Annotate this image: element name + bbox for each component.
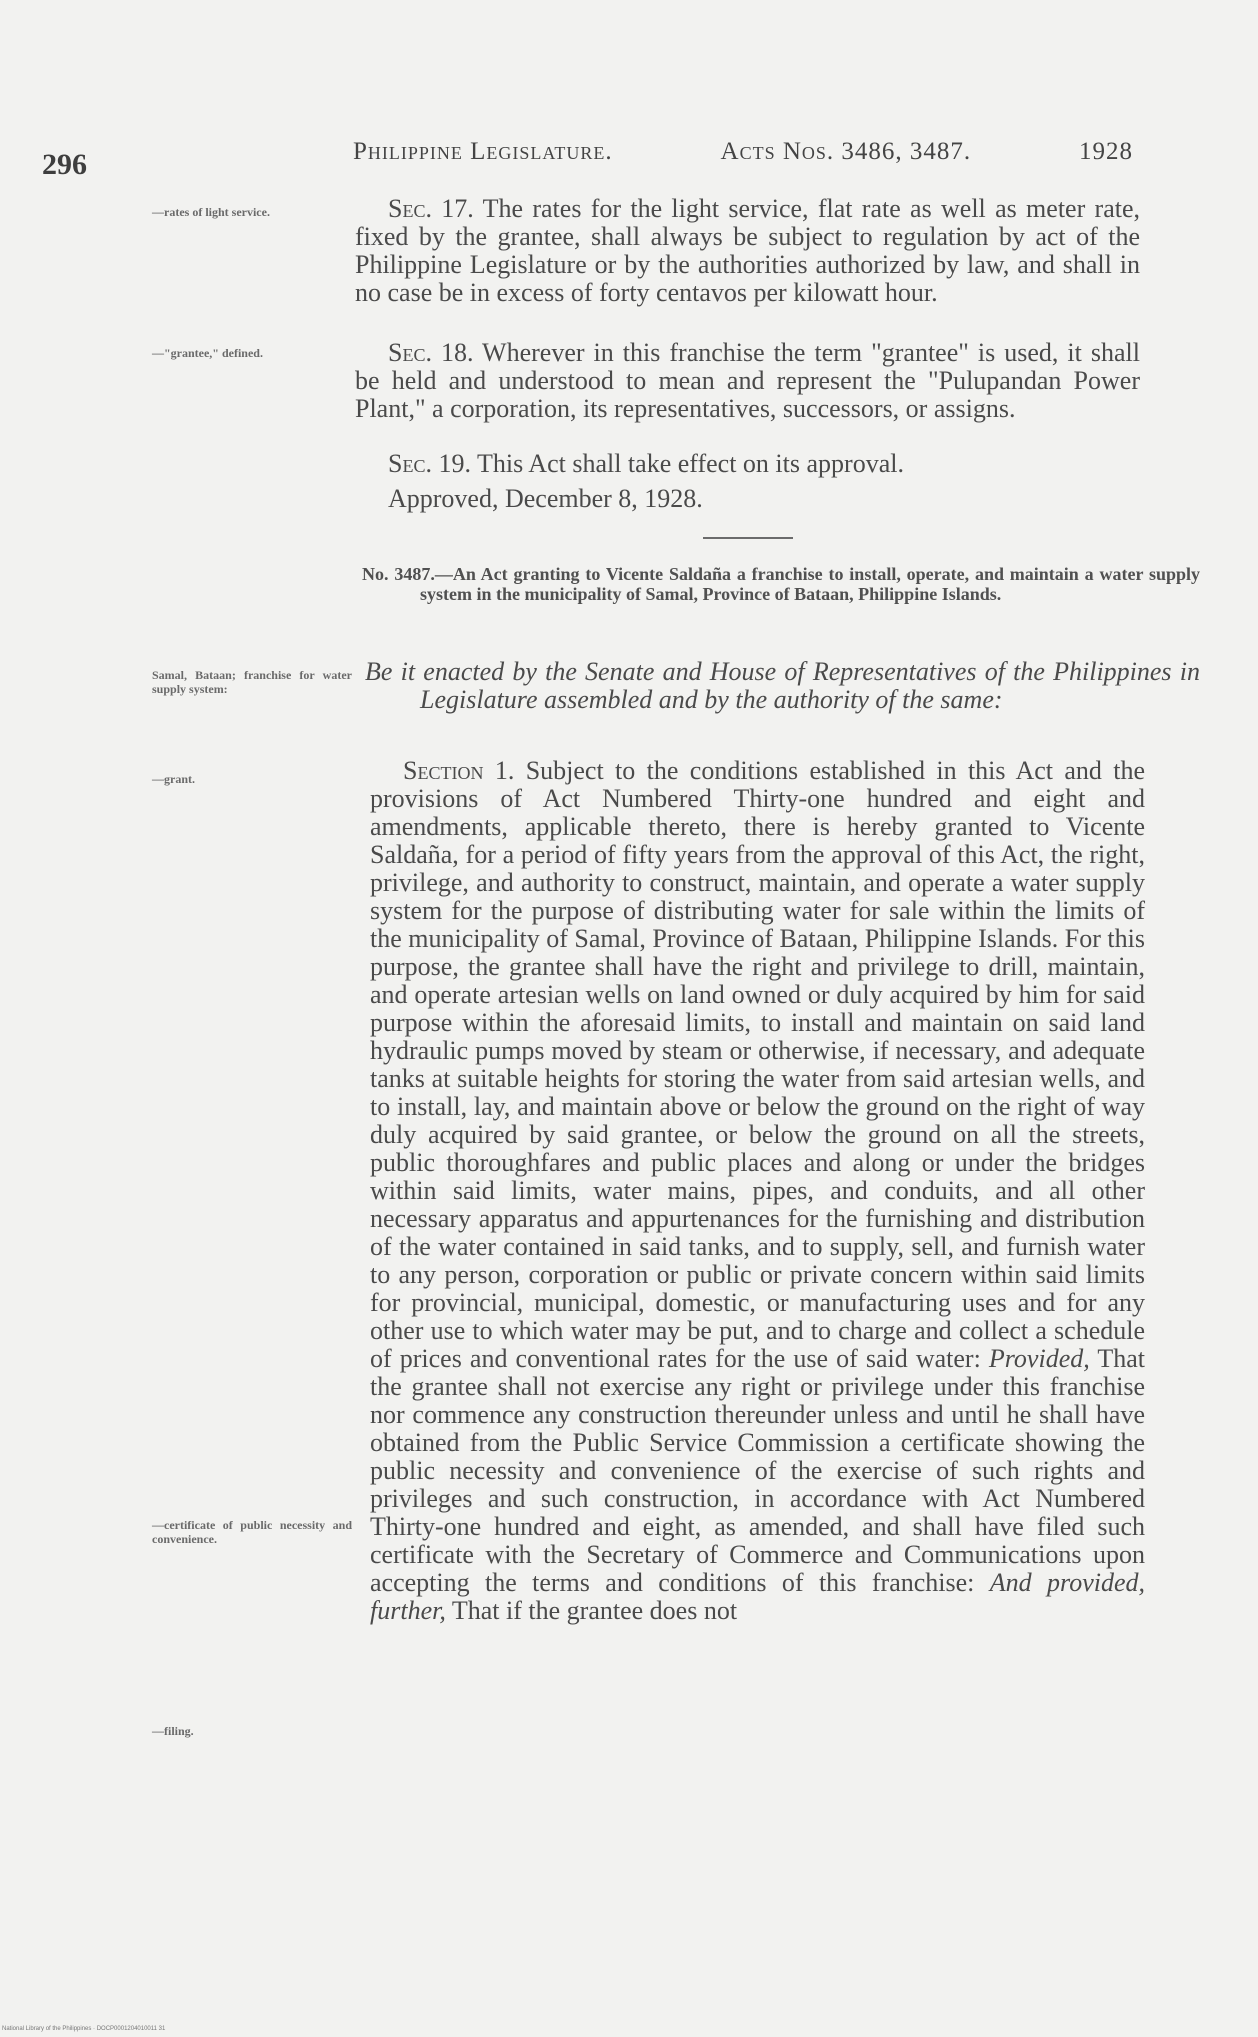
approved-line: Approved, December 8, 1928.: [388, 484, 703, 513]
section-19-label: Sec. 19.: [388, 449, 471, 478]
section-17-text: The rates for the light service, flat rate as well as meter rate, fixed by the grantee, shall always be subject to regulation by act of the Philippine Legislature or by the authorities authorized by law, and shall in no case be in excess of forty centavos per kilowatt hour.: [355, 194, 1141, 307]
running-head-year: 1928: [1079, 138, 1133, 165]
running-head-acts: Acts Nos. 3486, 3487.: [720, 138, 972, 165]
scan-footer: National Library of the Philippines · DOCP0001204010011 31: [2, 2026, 166, 2032]
section-18-text: Wherever in this franchise the term "grantee" is used, it shall be held and understood to mean and represent the "Pulupandan Power Plant," a corporation, its representatives, successors, or assigns.: [355, 338, 1141, 423]
margin-note-grant: —grant.: [152, 772, 195, 786]
margin-note-samal: Samal, Bataan; franchise for water supply system:: [152, 668, 352, 696]
page-number: 296: [42, 148, 87, 181]
section-18: [355, 339, 1140, 423]
section-1: [370, 757, 1145, 1625]
provided-1: Provided,: [988, 1344, 1090, 1373]
section-1-part-3: That if the grantee does not: [451, 1596, 738, 1625]
section-1-part-1: Subject to the conditions established in this Act and the provisions of Act Numbered Thirty-one hundred and eight and amendments, applicable thereto, there is hereby granted to Vicente Saldaña, for a period of fifty years from the approval of this Act, the right, privilege, and authority to construct, maintain, and operate a water supply system for the purpose of distributing water for sale within the limits of the municipality of Samal, Province of Bataan, Philippine Islands. For this purpose, the grantee shall have the right and privilege to drill, maintain, and operate artesian wells on land owned or duly acquired by him for said purpose within the aforesaid limits, to install and maintain on said land hydraulic pumps moved by steam or otherwise, if necessary, and adequate tanks at suitable heights for storing the water from said artesian wells, and to install, lay, and maintain above or below the ground on the right of way duly acquired by said grantee, or below the ground on all the streets, public thoroughfares and public places and along or under the bridges within said limits, water mains, pipes, and conduits, and all other necessary apparatus and appurtenances for the furnishing and distribution of the water contained in said tanks, and to supply, sell, and furnish water to any person, corporation or public or private concern within said limits for provincial, municipal, domestic, or manufacturing uses and for any other use to which water may be put, and to charge and collect a schedule of prices and conventional rates for the use of said water:: [370, 756, 1146, 1373]
section-1-label: Section 1.: [403, 756, 515, 785]
provided-2: And provided, further,: [370, 1568, 1146, 1625]
margin-note-rates: —rates of light service.: [152, 205, 270, 219]
section-1-part-2: That the grantee shall not exercise any right or privilege under this franchise nor commence any construction thereunder unless and until he shall have obtained from the Public Service Commission a certificate showing the public necessity and convenience of the exercise of such rights and privileges and such construction, in accordance with Act Numbered Thirty-one hundred and eight, as amended, and shall have filed such certificate with the Secretary of Commerce and Communications upon accepting the terms and conditions of this franchise:: [370, 1344, 1146, 1597]
margin-note-certificate: —certificate of public necessity and convenience.: [152, 1518, 352, 1546]
section-18-label: Sec. 18.: [388, 338, 474, 367]
section-17-label: Sec. 17.: [388, 194, 474, 223]
enacting-clause: Be it enacted by the Senate and House of Representatives of the Philippines in Legislature assembled and by the authority of the same:: [365, 657, 1200, 714]
section-divider: [703, 537, 793, 539]
running-head: [353, 138, 1133, 166]
section-17: [355, 195, 1140, 307]
act-title: No. 3487.—An Act granting to Vicente Saldaña a franchise to install, operate, and maintain a water supply system in the municipality of Samal, Province of Bataan, Philippine Islands.: [362, 564, 1200, 604]
section-19: [355, 450, 1140, 478]
running-head-title: Philippine Legislature.: [353, 138, 613, 165]
section-19-text: This Act shall take effect on its approval.: [477, 449, 904, 478]
margin-note-grantee: —"grantee," defined.: [152, 346, 263, 360]
margin-note-filing: —filing.: [152, 1724, 194, 1738]
